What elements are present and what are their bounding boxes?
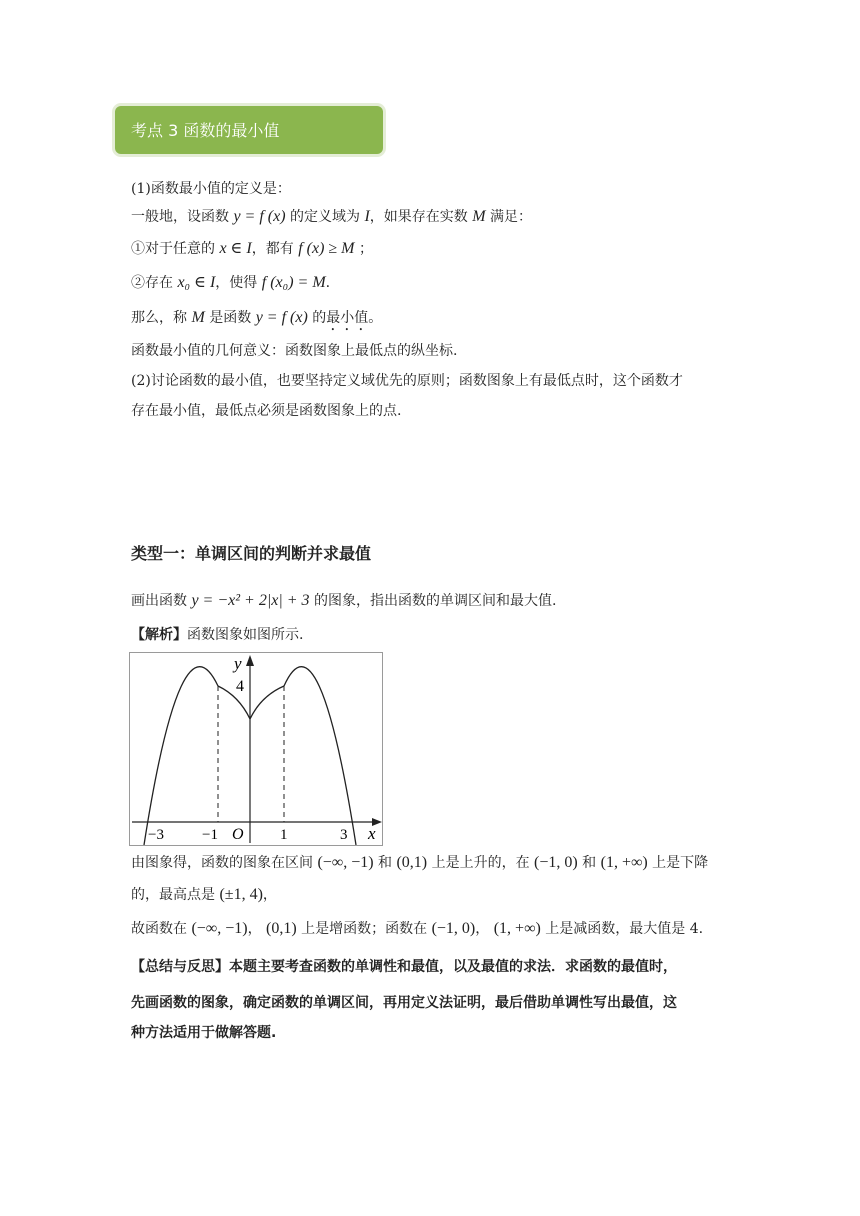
y-tick-4: 4 (236, 678, 244, 695)
summary-line-3: 种方法适用于做解答题. (131, 1025, 277, 1041)
def-line-6: 函数最小值的几何意义：函数图象上最低点的纵坐标. (131, 343, 458, 359)
question-line: 画出函数 y = −x² + 2|x| + 3 的图象，指出函数的单调区间和最大值. (131, 592, 557, 609)
def-line-1: (1)函数最小值的定义是： (131, 181, 291, 197)
result-line-2: 的，最高点是 (±1, 4)， (131, 886, 277, 903)
def-line-3: ①对于任意的 x ∈ I，都有 f (x) ≥ M ； (131, 240, 373, 257)
origin-label: O (232, 826, 244, 843)
summary-line-2: 先画函数的图象，确定函数的单调区间，再用定义法证明，最后借助单调性写出最值，这 (131, 995, 677, 1011)
result-line-3: 故函数在 (−∞, −1)， (0,1) 上是增函数；函数在 (−1, 0)， (1, +∞) 上是减函数，最大值是 4. (131, 920, 704, 937)
function-graph (129, 652, 383, 846)
banner-title: 考点 3 函数的最小值 (131, 121, 280, 140)
def-line-5: 那么，称 M 是函数 y = f (x) 的最小值。 (131, 309, 383, 326)
type-heading: 类型一：单调区间的判断并求最值 (131, 544, 372, 563)
axis-y-label: y (234, 654, 242, 673)
result-line-1: 由图象得，函数的图象在区间 (−∞, −1) 和 (0,1) 上是上升的，在 (−1, 0) 和 (1, +∞) 上是下降 (131, 854, 709, 871)
summary-line-1: 【总结与反思】本题主要考查函数的单调性和最值，以及最值的求法．求函数的最值时， (131, 959, 677, 975)
x-tick-1: 1 (280, 827, 288, 843)
def-line-7: (2)讨论函数的最小值，也要坚持定义域优先的原则；函数图象上有最低点时，这个函数才 (131, 373, 683, 389)
graph-svg (130, 653, 382, 845)
axis-x-label: x (368, 824, 376, 843)
y-axis-arrow (246, 655, 254, 666)
x-tick-3: 3 (340, 827, 348, 843)
curve-left (144, 667, 250, 845)
def-line-2: 一般地，设函数 y = f (x) 的定义域为 I，如果存在实数 M 满足： (131, 208, 533, 225)
x-tick-neg1: −1 (202, 827, 218, 843)
def-line-8: 存在最小值，最低点必须是函数图象上的点. (131, 403, 402, 419)
curve-right (250, 667, 356, 845)
def-line-4: ②存在 x₀ ∈ I，使得 f (x₀) = M. (131, 274, 331, 291)
x-tick-neg3: −3 (148, 827, 164, 843)
section-banner (115, 106, 383, 154)
solution-line: 【解析】函数图象如图所示. (131, 627, 304, 643)
